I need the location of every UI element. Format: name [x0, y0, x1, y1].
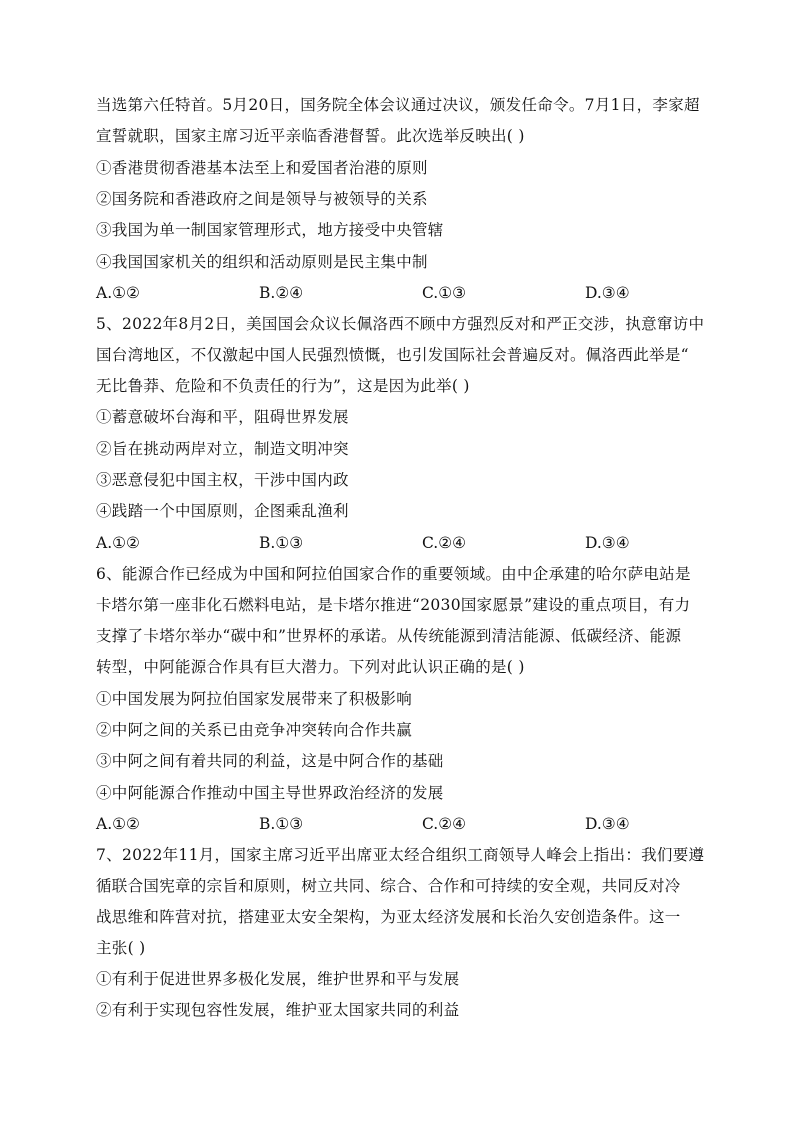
q4-statement-3: ③我国为单一制国家管理形式，地方接受中央管辖 — [96, 221, 444, 239]
q5-stem-line-2: 国台湾地区，不仅激起中国人民强烈愤慨，也引发国际社会普遍反对。佩洛西此举是“ — [96, 346, 689, 364]
q4-stem-line-1: 当选第六任特首。5月20日，国务院全体会议通过决议，颁发任命令。7月1日，李家超 — [96, 96, 700, 114]
q4-option-c[interactable]: C.①③ — [422, 284, 467, 302]
q6-option-a[interactable]: A.①② — [96, 815, 140, 833]
q7-stem-line-1: 7、2022年11月，国家主席习近平出席亚太经合组织工商领导人峰会上指出：我们要遵 — [96, 846, 705, 864]
q4-stem-line-2: 宣誓就职，国家主席习近平亲临香港督誓。此次选举反映出( ) — [96, 127, 525, 145]
q4-option-d[interactable]: D.③④ — [585, 284, 630, 302]
q6-options — [96, 814, 716, 834]
q5-statement-4: ④践踏一个中国原则，企图乘乱渔利 — [96, 502, 349, 520]
q4-options — [96, 283, 716, 303]
q7-statement-2: ②有利于实现包容性发展，维护亚太国家共同的利益 — [96, 1001, 460, 1019]
q4-statement-2: ②国务院和香港政府之间是领导与被领导的关系 — [96, 190, 428, 208]
q5-option-a[interactable]: A.①② — [96, 534, 140, 552]
q5-statement-1: ①蓄意破坏台海和平，阻碍世界发展 — [96, 408, 349, 426]
q5-options — [96, 533, 716, 553]
q7-statement-1: ①有利于促进世界多极化发展，维护世界和平与发展 — [96, 970, 460, 988]
q7-stem-line-2: 循联合国宪章的宗旨和原则，树立共同、综合、合作和可持续的安全观，共同反对冷 — [96, 877, 681, 895]
q6-statement-2: ②中阿之间的关系已由竞争冲突转向合作共赢 — [96, 721, 413, 739]
q4-statement-4: ④我国国家机关的组织和活动原则是民主集中制 — [96, 253, 428, 271]
q6-option-d[interactable]: D.③④ — [585, 815, 630, 833]
q5-statement-2: ②旨在挑动两岸对立，制造文明冲突 — [96, 440, 349, 458]
q4-statement-1: ①香港贯彻香港基本法至上和爱国者治港的原则 — [96, 159, 428, 177]
q6-statement-1: ①中国发展为阿拉伯国家发展带来了积极影响 — [96, 690, 413, 708]
q6-stem-line-2: 卡塔尔第一座非化石燃料电站，是卡塔尔推进“2030国家愿景”建设的重点项目，有力 — [96, 596, 691, 614]
q5-stem-line-1: 5、2022年8月2日，美国国会众议长佩洛西不顾中方强烈反对和严正交涉，执意窜访中 — [96, 315, 705, 333]
q5-statement-3: ③恶意侵犯中国主权，干涉中国内政 — [96, 471, 349, 489]
q6-stem-line-1: 6、能源合作已经成为中国和阿拉伯国家合作的重要领域。由中企承建的哈尔萨电站是 — [96, 565, 691, 583]
q6-option-b[interactable]: B.①③ — [259, 815, 304, 833]
q6-stem-line-3: 支撑了卡塔尔举办“碳中和”世界杯的承诺。从传统能源到清洁能源、低碳经济、能源 — [96, 627, 682, 645]
q6-stem-line-4: 转型，中阿能源合作具有巨大潜力。下列对此认识正确的是( ) — [96, 658, 525, 676]
q4-option-b[interactable]: B.②④ — [259, 284, 304, 302]
q4-option-a[interactable]: A.①② — [96, 284, 140, 302]
q7-stem-line-4: 主张( ) — [96, 939, 146, 957]
q5-option-d[interactable]: D.③④ — [585, 534, 630, 552]
q5-stem-line-3: 无比鲁莽、危险和不负责任的行为”，这是因为此举( ) — [96, 377, 470, 395]
q5-option-b[interactable]: B.①③ — [259, 534, 304, 552]
q7-stem-line-3: 战思维和阵营对抗，搭建亚太安全架构，为亚太经济发展和长治久安创造条件。这一 — [96, 908, 681, 926]
q5-option-c[interactable]: C.②④ — [422, 534, 467, 552]
q6-statement-3: ③中阿之间有着共同的利益，这是中阿合作的基础 — [96, 752, 444, 770]
q6-statement-4: ④中阿能源合作推动中国主导世界政治经济的发展 — [96, 784, 444, 802]
q6-option-c[interactable]: C.②④ — [422, 815, 467, 833]
